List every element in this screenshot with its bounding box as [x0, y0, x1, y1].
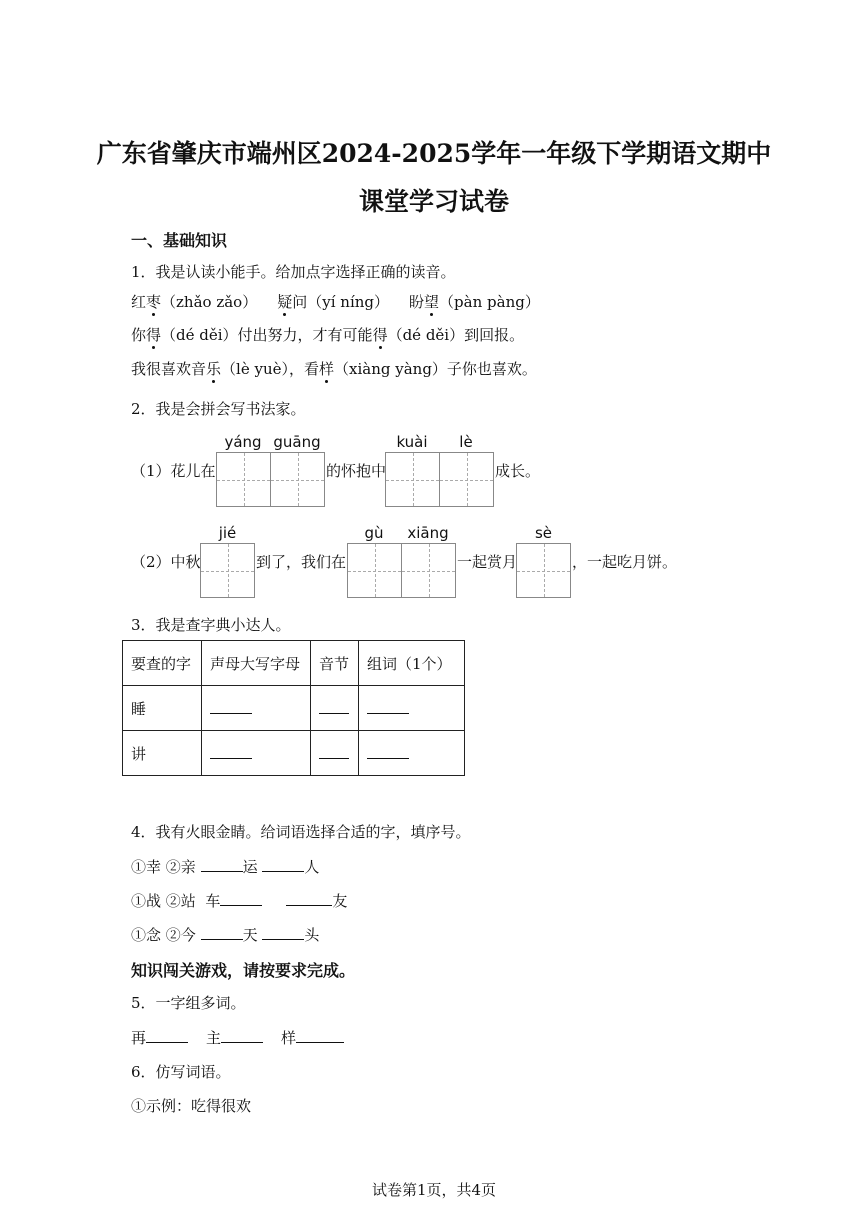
q2-s2-mid: 到了，我们在 [256, 553, 347, 571]
answer-blank[interactable] [286, 891, 332, 906]
q2-s1-mid: 的怀抱中 [326, 462, 387, 480]
answer-blank-cell[interactable] [202, 686, 311, 731]
q1-line3: 我很喜欢音乐（lè yuè），看样（xiàng yàng）子你也喜欢。 [131, 360, 537, 378]
writing-grid-box[interactable] [516, 543, 571, 598]
answer-blank-cell[interactable] [311, 731, 359, 776]
answer-blank[interactable] [220, 891, 262, 906]
q1-line2: 你得（dé děi）付出努力，才有可能得（dé děi）到回报。 [131, 326, 525, 344]
pinyin-label: kuài [396, 433, 428, 451]
pinyin-label: xiāng [407, 524, 449, 542]
q5-line: 再 主 样 [131, 1027, 344, 1048]
answer-blank-cell[interactable] [202, 731, 311, 776]
q4-stem: 4．我有火眼金睛。给词语选择合适的字，填序号。 [131, 823, 471, 841]
writing-grid-box[interactable] [347, 543, 402, 598]
answer-blank[interactable] [296, 1028, 344, 1043]
dotted-char: 得 [372, 326, 388, 344]
q6-example: ①示例：吃得很欢 [131, 1097, 252, 1115]
answer-blank[interactable] [146, 1028, 188, 1043]
table-cell-char: 讲 [123, 731, 202, 776]
table-header-cell: 要查的字 [123, 641, 202, 686]
q4-row2: ①战 ②站 车 友 [131, 892, 348, 910]
answer-blank[interactable] [201, 857, 243, 872]
answer-blank-cell[interactable] [359, 731, 465, 776]
table-row [123, 731, 465, 776]
writing-grid-box[interactable] [439, 452, 494, 507]
answer-blank[interactable] [201, 925, 243, 940]
dotted-char: 样 [319, 360, 335, 378]
table-cell-char: 睡 [123, 686, 202, 731]
q2-s2-lead: （2）中秋 [131, 553, 201, 571]
answer-blank[interactable] [262, 925, 304, 940]
answer-blank-cell[interactable] [311, 686, 359, 731]
pinyin-label: sè [534, 524, 553, 542]
section-heading-basics: 一、基础知识 [131, 231, 228, 250]
q2-s2-end: ，一起吃月饼。 [572, 553, 678, 571]
dotted-char: 望 [424, 293, 440, 311]
q1-line1: 红枣（zhǎo zǎo） 疑问（yí níng） 盼望（pàn pàng） [131, 293, 540, 311]
answer-blank-cell[interactable] [359, 686, 465, 731]
q5-stem: 5．一字组多词。 [131, 994, 246, 1012]
table-header-cell: 组词（1个） [359, 641, 465, 686]
exam-title-line2: 课堂学习试卷 [358, 187, 509, 216]
answer-blank[interactable] [262, 857, 304, 872]
q2-s1-lead: （1）花儿在 [131, 462, 216, 480]
q2-stem: 2．我是会拼会写书法家。 [131, 400, 306, 418]
q3-stem: 3．我是查字典小达人。 [131, 616, 291, 634]
q1-stem: 1．我是认读小能手。给加点字选择正确的读音。 [131, 263, 456, 281]
table-row [123, 686, 465, 731]
writing-grid-box[interactable] [385, 452, 440, 507]
writing-grid-box[interactable] [216, 452, 271, 507]
q4-row3: ①念 ②今 天 头 [131, 926, 320, 944]
page-footer: 试卷第1页，共4页 [371, 1181, 497, 1199]
pinyin-label: lè [459, 433, 473, 451]
dotted-char: 疑 [277, 293, 293, 311]
pinyin-label: guāng [273, 433, 321, 451]
dotted-char: 枣 [146, 293, 162, 311]
writing-grid-box[interactable] [200, 543, 255, 598]
writing-grid-box[interactable] [401, 543, 456, 598]
dotted-char: 乐 [206, 360, 222, 378]
table-header-cell: 音节 [311, 641, 359, 686]
q6-stem: 6．仿写词语。 [131, 1063, 231, 1081]
pinyin-label: yáng [224, 433, 262, 451]
q4-row1: ①幸 ②亲 运 人 [131, 858, 320, 876]
table-header-cell: 声母大写字母 [202, 641, 311, 686]
dotted-char: 得 [146, 326, 162, 344]
pinyin-label: gù [364, 524, 384, 542]
q2-s1-end: 成长。 [495, 462, 541, 480]
table-header-row [123, 641, 465, 686]
exam-title-line1: 广东省肇庆市端州区2024-2025学年一年级下学期语文期中 [96, 139, 772, 168]
pinyin-label: jié [218, 524, 237, 542]
answer-blank[interactable] [221, 1028, 263, 1043]
writing-grid-box[interactable] [270, 452, 325, 507]
q2-s2-mid2: 一起赏月 [457, 553, 518, 571]
dictionary-table [122, 640, 465, 776]
section-heading-game: 知识闯关游戏，请按要求完成。 [131, 961, 356, 980]
